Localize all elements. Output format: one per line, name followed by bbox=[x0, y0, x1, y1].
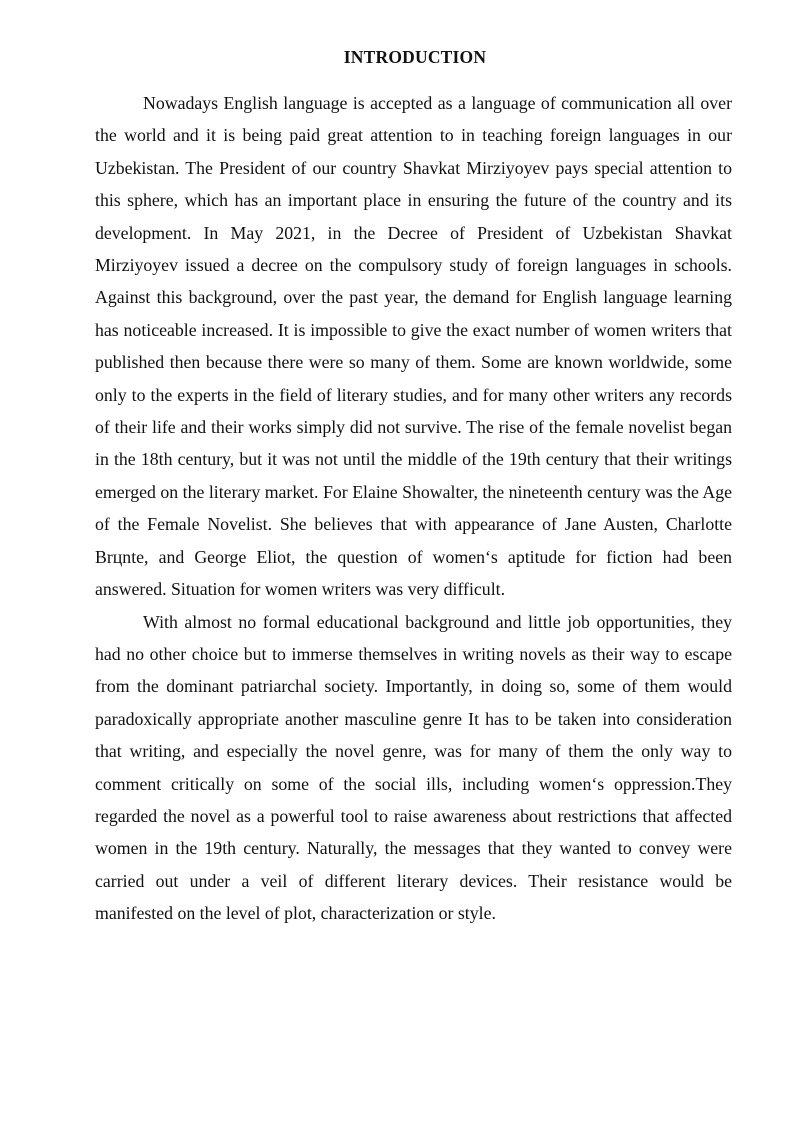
paragraph: Nowadays English language is accepted as a language of communication all over the world and it is being paid great attention to in teaching foreign languages in our Uzbekistan. The President of our country Shavkat Mirziyoyev pays special attention to this sphere, which has an important place in ensuring the future of the country and its development. In May 2021, in the Decree of President of Uzbekistan Shavkat Mirziyoyev issued a decree on the compulsory study of foreign languages in schools. Against this background, over the past year, the demand for English language learning has noticeable increased. It is impossible to give the exact number of women writers that published then because there were so many of them. Some are known worldwide, some only to the experts in the field of literary studies, and for many other writers any records of their life and their works simply did not survive. The rise of the female novelist began in the 18th century, but it was not until the middle of the 19th century that their writings emerged on the literary market. For Elaine Showalter, the nineteenth century was the Age of the Female Novelist. She believes that with appearance of Jane Austen, Charlotte Brцnte, and George Eliot, the question of women‘s aptitude for fiction had been answered. Situation for women writers was very difficult. bbox=[95, 93, 732, 600]
document-body bbox=[95, 87, 732, 930]
page-title: INTRODUCTION bbox=[343, 47, 487, 67]
paragraph: With almost no formal educational background and little job opportunities, they had no other choice but to immerse themselves in writing novels as their way to escape from the dominant patriarchal society. Importantly, in doing so, some of them would paradoxically appropriate another masculine genre It has to be taken into consideration that writing, and especially the novel genre, was for many of them the only way to comment critically on some of the social ills, including women‘s oppression.They regarded the novel as a powerful tool to raise awareness about restrictions that affected women in the 19th century. Naturally, the messages that they wanted to convey were carried out under a veil of different literary devices. Their resistance would be manifested on the level of plot, characterization or style. bbox=[95, 611, 732, 924]
